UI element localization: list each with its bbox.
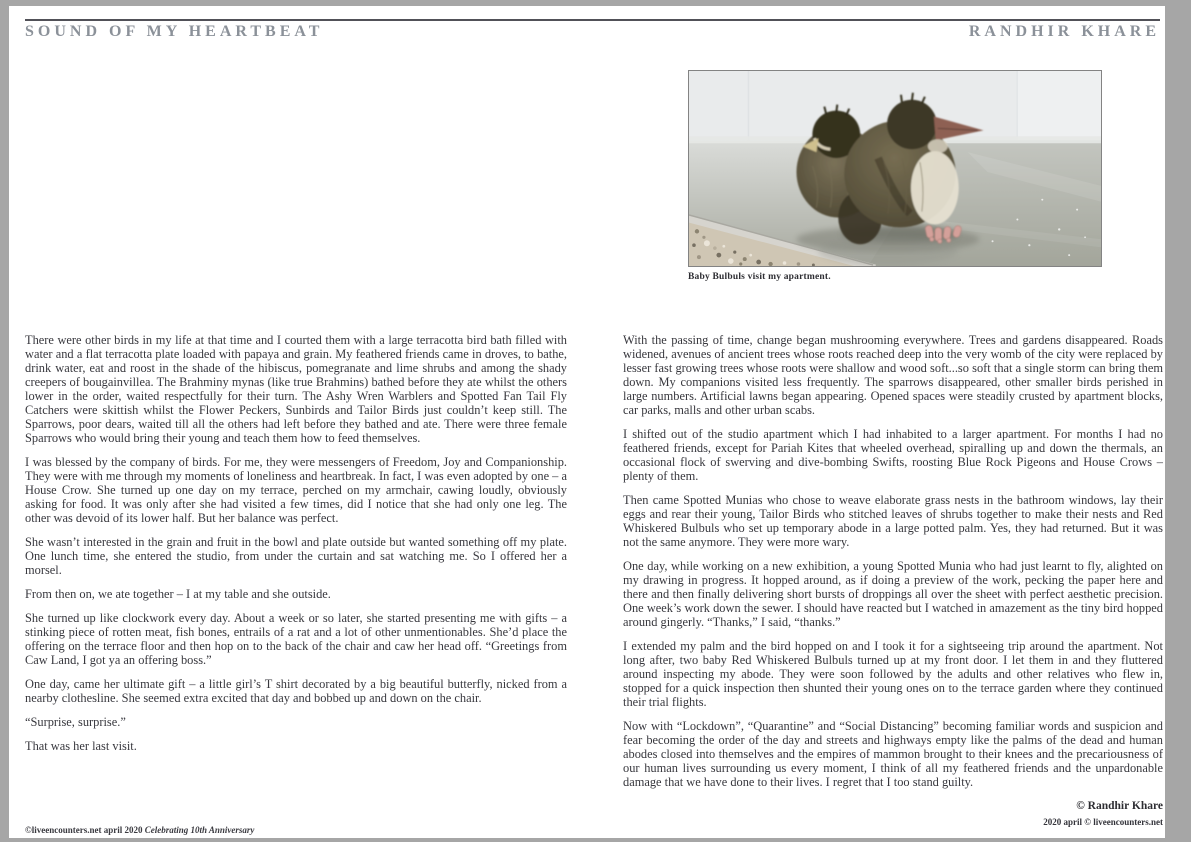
- credit-line: 2020 april © liveencounters.net: [1043, 817, 1163, 827]
- author-name: RANDHIR KHARE: [968, 23, 1160, 40]
- baby-bulbuls-illustration: [689, 71, 1101, 266]
- page-title: SOUND OF MY HEARTBEAT: [25, 23, 324, 40]
- paragraph: I shifted out of the studio apartment which I had inhabited to a larger apartment. For months I had no feathered friends, except for Pariah Kites that wheeled overhead, spiralling up and down the thermals, an occasional flock of swerving and dive-bombing Swifts, roosting Blue Rock Pigeons and House Crows – plenty of them.: [623, 427, 1163, 483]
- text-column-left: [25, 333, 567, 763]
- anniversary-text: Celebrating 10th Anniversary: [144, 825, 255, 835]
- paragraph: She turned up like clockwork every day. About a week or so later, she started presenting me with gifts – a stinking piece of rotten meat, fish bones, entrails of a rat and a lot of other unmentionables. She’d place the offering on the terrace floor and then hop on to the back of the chair and caw her head off. “Greetings from Caw Land, I got ya an offering boss.”: [25, 611, 567, 667]
- paragraph: She wasn’t interested in the grain and fruit in the bowl and plate outside but wanted something off my plate. One lunch time, she entered the studio, from under the curtain and sat watching me. So I offered her a morsel.: [25, 535, 567, 577]
- paragraph: That was her last visit.: [25, 739, 137, 753]
- photo-caption: Baby Bulbuls visit my apartment.: [688, 272, 831, 282]
- copyright-text: ©liveencounters.net april 2020: [25, 825, 145, 835]
- author-signature: © Randhir Khare: [1076, 800, 1163, 812]
- header-rule: [25, 19, 1160, 21]
- copyright-footer: [25, 825, 254, 835]
- right-paragraphs: [623, 333, 1163, 789]
- paragraph: Then came Spotted Munias who chose to weave elaborate grass nests in the bathroom windows, lay their eggs and rear their young, Tailor Birds who stitched leaves of shrubs together to make their nests and Red Whiskered Bulbuls who set up temporary abode in a large potted palm. Yes, they had returned. But it was not the same anymore. They were more wary.: [623, 493, 1163, 549]
- text-column-right: [623, 333, 1163, 829]
- paragraph: I was blessed by the company of birds. For me, they were messengers of Freedom, Joy and Companionship. They were with me through my moments of loneliness and heartbreak. In fact, I was even adopted by one – a House Crow. She turned up one day on my terrace, perched on my armchair, cawing loudly, obviously asking for food. It was only after she had visited a few times, did I notice that she had only one leg. The other was devoid of its lower half. But her balance was perfect.: [25, 455, 567, 525]
- paragraph: With the passing of time, change began mushrooming everywhere. Trees and gardens disappeared. Roads widened, avenues of ancient trees whose roots reached deep into the very womb of the city were replaced by lesser fast growing trees whose roots were shallow and wood soft...so soft that a single storm can bring them down. My companions visited less frequently. The sparrows disappeared, other smaller birds perished in large numbers. Artificial lawns began appearing. Opened spaces were steadily crusted by apartment blocks, car parks, malls and other urban scabs.: [623, 333, 1163, 417]
- paragraph: There were other birds in my life at that time and I courted them with a large terracotta bird bath filled with water and a flat terracotta plate loaded with papaya and grain. My feathered friends came in droves, to bathe, drink water, eat and roost in the shade of the hibiscus, pomegranate and lime shrubs and among the shady creepers of bougainvillea. The Brahminy mynas (like true Brahmins) bathed before they ate whilst the others lower in the order, waited respectfully for their turn. The Ashy Wren Warblers and Spotted Fan Tail Fly Catchers were skittish whilst the Flower Peckers, Sunbirds and Tailor Birds just couldn’t keep still. The Sparrows, poor dears, waited till all the others had left before they bathed and ate. There were three female Sparrows who would bring their young and teach them how to feed themselves.: [25, 333, 567, 445]
- magazine-page: [9, 6, 1165, 838]
- paragraph: One day, while working on a new exhibition, a young Spotted Munia who had just learnt to fly, alighted on my drawing in progress. It hopped around, as if doing a preview of the work, pecking the paper here and there and then finally delivering short bursts of droppings all over the sheet with perfect aesthetic precision. One week’s work down the sewer. I should have reacted but I watched in amazement as the tiny bird hopped around gingerly. “Thanks,” I said, “thanks.”: [623, 559, 1163, 629]
- paragraph: From then on, we ate together – I at my table and she outside.: [25, 587, 331, 601]
- paragraph: “Surprise, surprise.”: [25, 715, 126, 729]
- paragraph: I extended my palm and the bird hopped on and I took it for a sightseeing trip around the apartment. Not long after, two baby Red Whiskered Bulbuls turned up at my front door. I let them in and they fluttered around inspecting my abode. They were soon followed by the adults and other relatives who flew in, stopped for a quick inspection then shunted their young ones on to the terrace garden where they continued their trial flights.: [623, 639, 1163, 709]
- photo-baby-bulbuls: [688, 70, 1102, 267]
- paragraph: One day, came her ultimate gift – a little girl’s T shirt decorated by a big beautiful butterfly, nicked from a nearby clothesline. She seemed extra excited that day and bobbed up and down on the chair.: [25, 677, 567, 705]
- paragraph: Now with “Lockdown”, “Quarantine” and “Social Distancing” becoming familiar words and suspicion and fear becoming the order of the day and streets and highways empty like the palms of the dead and human abodes closed into themselves and the empires of mammon brought to their knees and the precariousness of our human lives surrounding us every moment, I think of all my feathered friends and the unpardonable damage that we have done to their lives. I regret that I too stand guilty.: [623, 719, 1163, 789]
- photo-figure: [688, 70, 1102, 282]
